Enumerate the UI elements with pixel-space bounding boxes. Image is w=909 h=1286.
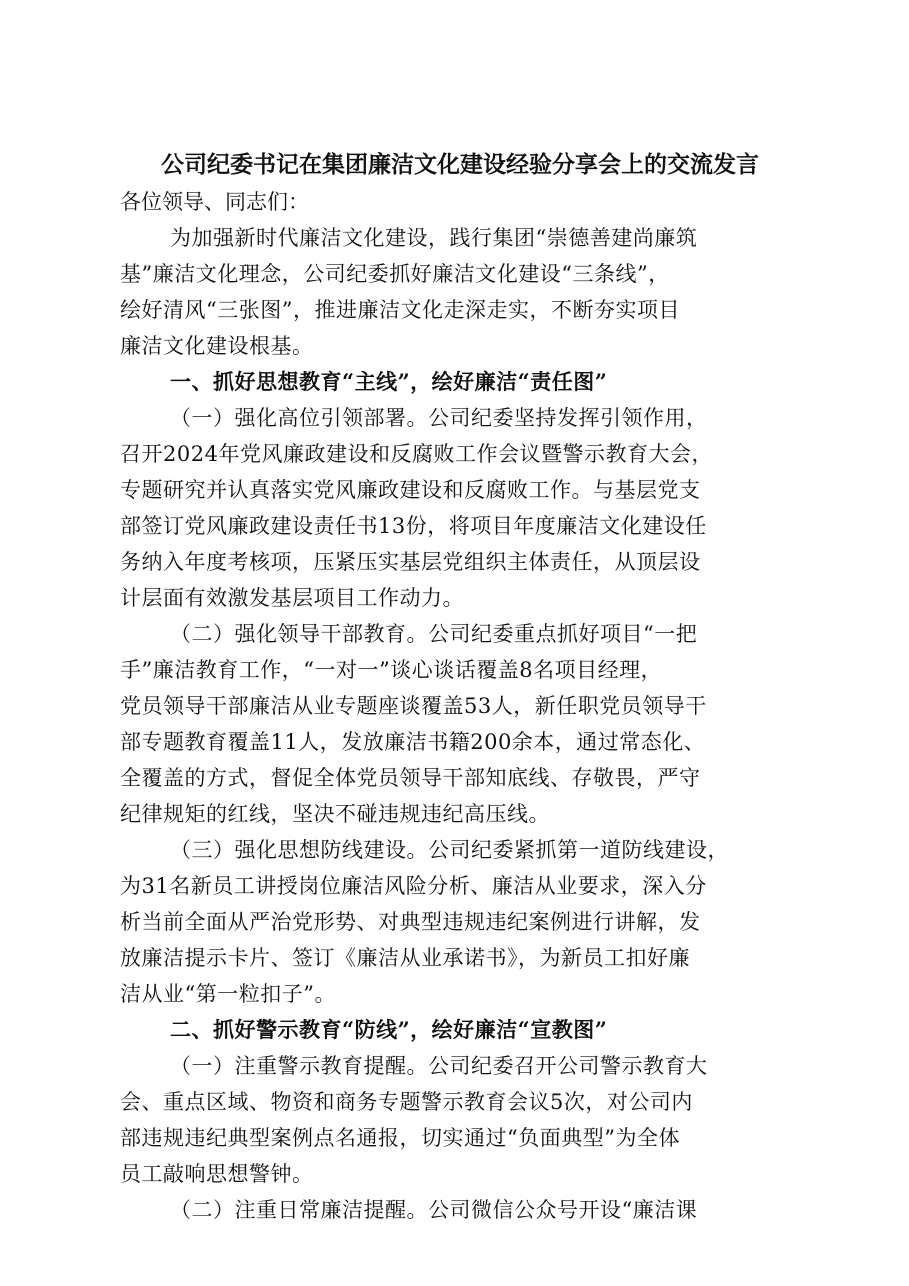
section2-paragraph-2 [120,1192,800,1228]
section2-paragraph-1 [120,1048,800,1192]
paragraph-line: 手”廉洁教育工作，“一对一”谈心谈话覆盖8名项目经理， [120,658,663,682]
paragraph-line: 计层面有效激发基层项目工作动力。 [120,586,464,610]
section1-paragraph-2 [120,616,800,832]
paragraph-line: 员工敲响思想警钟。 [120,1162,314,1186]
paragraph-line: 专题研究并认真落实党风廉政建设和反腐败工作。与基层党支 [120,478,701,502]
paragraph-line: 党员领导干部廉洁从业专题座谈覆盖53人，新任职党员领导干 [120,694,707,718]
section-heading-1: 一、抓好思想教育“主线”，绘好廉洁“责任图” [170,369,608,394]
paragraph-line: 全覆盖的方式，督促全体党员领导干部知底线、存敬畏，严守 [120,766,701,790]
paragraph-line: 会、重点区域、物资和商务专题警示教育会议5次，对公司内 [120,1090,693,1114]
paragraph-line: 为31名新员工讲授岗位廉洁风险分析、廉洁从业要求，深入分 [120,874,707,898]
paragraph-line: 析当前全面从严治党形势、对典型违规违纪案例进行讲解，发 [120,910,701,934]
paragraph-line: （一）强化高位引领部署。公司纪委坚持发挥引领作用， [170,406,708,430]
paragraph-line: （二）强化领导干部教育。公司纪委重点抓好项目“一把 [170,622,698,646]
paragraph-line: 部签订党风廉政建设责任书13份，将项目年度廉洁文化建设任 [120,514,707,538]
paragraph-line: 为加强新时代廉洁文化建设，践行集团“崇德善建尚廉筑 [170,226,698,250]
paragraph-line: （一）注重警示教育提醒。公司纪委召开公司警示教育大 [170,1054,708,1078]
paragraph-line: 放廉洁提示卡片、签订《廉洁从业承诺书》，为新员工扣好廉 [120,946,690,970]
intro-paragraph [120,220,800,364]
paragraph-line: （二）注重日常廉洁提醒。公司微信公众号开设“廉洁课 [170,1198,698,1222]
paragraph-line: 部专题教育覆盖11人，发放廉洁书籍200余本，通过常态化、 [120,730,706,754]
paragraph-line: （三）强化思想防线建设。公司纪委紧抓第一道防线建设， [170,838,729,862]
paragraph-line: 纪律规矩的红线，坚决不碰违规违纪高压线。 [120,802,550,826]
section1-paragraph-3 [120,832,800,1012]
paragraph-line: 务纳入年度考核项，压紧压实基层党组织主体责任，从顶层设 [120,550,701,574]
paragraph-line: 绘好清风“三张图”，推进廉洁文化走深走实，不断夯实项目 [120,298,680,322]
paragraph-line: 部违规违纪典型案例点名通报，切实通过“负面典型”为全体 [120,1126,680,1150]
paragraph-line: 基”廉洁文化理念，公司纪委抓好廉洁文化建设“三条线”， [120,262,670,286]
paragraph-line: 廉洁文化建设根基。 [120,334,314,358]
section-heading-2: 二、抓好警示教育“防线”，绘好廉洁“宣教图” [170,1017,608,1042]
document-title: 公司纪委书记在集团廉洁文化建设经验分享会上的交流发言 [161,151,759,178]
paragraph-line: 洁从业“第一粒扣子”。 [120,982,336,1006]
greeting: 各位领导、同志们： [120,190,309,214]
paragraph-line: 召开2024年党风廉政建设和反腐败工作会议暨警示教育大会， [120,442,713,466]
section1-paragraph-1 [120,400,800,616]
